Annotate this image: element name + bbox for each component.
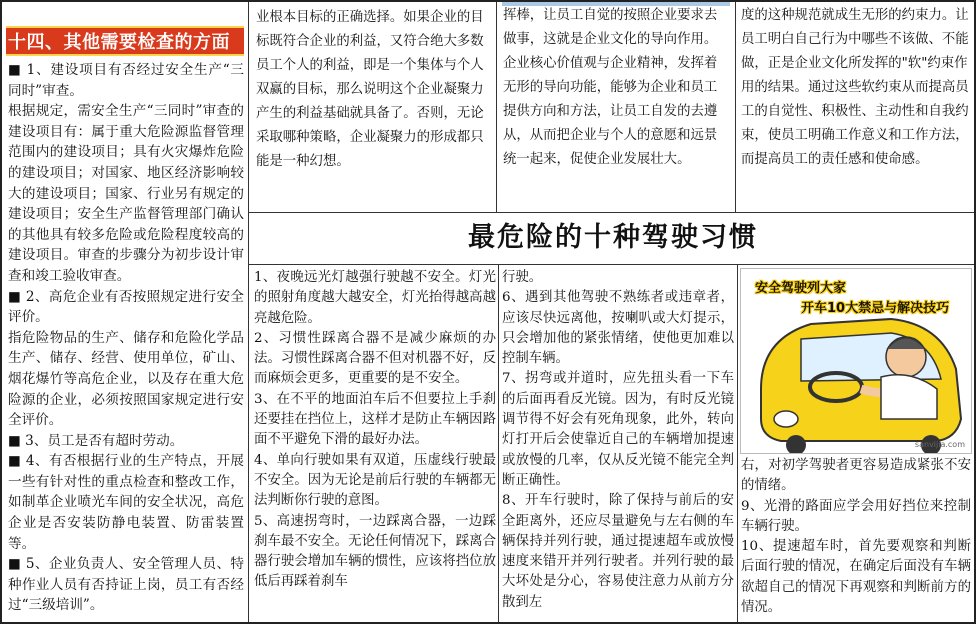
left-paragraph: 根据规定，需安全生产“三同时”审查的建设项目有：属于重大危险源监督管理范围内的建设项目；具有火灾爆炸危险的建设项目；对国家、地区经济影响较大的建设项目；国家、行业另有规定的建设项目；安全生产监督管理部门确认的其他具有较多危险或危险程度较高的建设项目。审查的步骤分为初步设计审查和竣工验收审查。: [8, 103, 244, 284]
driving-paragraph: 3、在不平的地面泊车后不但要拉上手刹还要挂在挡位上，这样才是防止车辆因路面不平避免下滑的最好办法。: [254, 391, 496, 448]
top-paragraph: 挥棒，让员工自觉的按照企业要求去做事，这就是企业文化的导向作用。企业核心价值观与企业精神，发挥着无形的导向功能，能够为企业和员工提供方向和方法，让员工自发的去遵从，从而把企业与个人的意愿和远景统一起来，促使企业发展壮大。: [503, 8, 718, 167]
column-divider: [735, 2, 736, 212]
driving-paragraph: 4、单向行驶如果有双道，压虚线行驶最不安全。因为无论是前后行驶的车辆都无法判断你行驶的意图。: [254, 452, 496, 509]
top-article-col-1: [252, 2, 492, 212]
driving-col-2: [502, 268, 734, 620]
column-divider: [496, 2, 497, 212]
driving-paragraph: 10、提速超车时，首先要观察和判断后面行驶的情况，在确定后面没有车辆欲超自己的情况下再观察和判断前方的情况。: [741, 539, 971, 616]
top-paragraph: 业根本目标的正确选择。如果企业的目标既符合企业的利益，又符合绝大多数员工个人的利益，即是一个集体与个人双赢的目标，那么说明这个企业凝聚力产生的利益基础就具备了。否则，无论采取哪种策略，企业凝聚力的形成都只能是一种幻想。: [256, 10, 484, 169]
section-title: 十四、其他需要检查的方面: [6, 26, 244, 56]
driving-paragraph: 8、开车行驶时，除了保持与前后的安全距离外，还应尽量避免与左右侧的车辆保持并列行驶，通过提速超车或放慢速度来错开并列行驶者。并列行驶的最大坏处是分心，容易使注意力从前方分散到左: [502, 493, 734, 610]
driving-col-1: [254, 268, 496, 620]
illustration-caption-2: 开车10大禁忌与解决技巧: [801, 301, 950, 316]
top-article-col-3: [739, 2, 973, 212]
driving-paragraph: 7、拐弯或并道时，应先扭头看一下车的后面再看反光镜。因为，有时反光镜调节得不好会有死角现象，此外，转向灯打开后会使靠近自己的车辆增加提速或放慢的几率，仅从反光镜不能完全判断正确性。: [502, 371, 734, 488]
left-paragraph: ■ 3、员工是否有超时劳动。: [8, 432, 184, 449]
left-paragraph: ■ 5、企业负责人、安全管理人员、特种作业人员有否持证上岗，员工有否经过“三级培训”。: [8, 556, 244, 614]
left-paragraph: 指危险物品的生产、储存和危险化学品生产、储存、经营、使用单位，矿山、烟花爆竹等高危企业，以及存在重大危险源的企业，必须按照国家规定进行安全评价。: [8, 329, 244, 429]
driving-paragraph: 行驶。: [502, 270, 543, 285]
top-article-col-2: [499, 2, 734, 212]
driving-paragraph: 右，对初学驾驶者更容易造成紧张不安的情绪。: [741, 458, 971, 494]
illustration-caption-1: 安全驾驶列大家: [755, 281, 847, 296]
driving-col-3: [741, 456, 971, 620]
row-divider: [248, 212, 974, 213]
driving-paragraph: 1、夜晚远光灯越强行驶越不安全。灯光的照射角度越大越安全，灯光抬得越高越亮越危险。: [254, 270, 496, 326]
left-paragraph: ■ 1、建设项目有否经过安全生产“三同时”审查。: [8, 62, 244, 99]
driving-paragraph: 9、光滑的路面应学会用好挡位来控制车辆行驶。: [741, 498, 971, 534]
illustration-watermark: sanvijia.com: [914, 440, 965, 449]
left-article-body: [8, 60, 244, 616]
column-divider: [248, 2, 249, 622]
top-paragraph: 度的这种规范就成生无形的约束力。让员工明白自己行为中哪些不该做、不能做，正是企业文化所发挥的"软"约束作用的结果。通过这些软约束从而提高员工的自觉性、积极性、主动性和自我约束，使员工明确工作意义和工作方法，而提高员工的责任感和使命感。: [741, 8, 969, 167]
article-headline: 最危险的十种驾驶习惯: [468, 222, 758, 253]
left-paragraph: ■ 4、有否根据行业的生产特点，开展一些有针对性的重点检查和整改工作，如制革企业喷光车间的安全状况，高危企业是否安装防静电装置、防雷装置等。: [8, 453, 244, 552]
left-paragraph: ■ 2、高危企业有否按照规定进行安全评价。: [8, 288, 244, 326]
driving-paragraph: 5、高速拐弯时，一边踩离合器，一边踩刹车最不安全。无论任何情况下，踩离合器行驶会增加车辆的惯性，应该将挡位放低后再踩着刹车: [254, 513, 496, 590]
column-divider: [498, 264, 499, 622]
car-illustration: [740, 268, 972, 454]
driving-paragraph: 6、遇到其他驾驶不熟练者或违章者，应该尽快远离他，按喇叭或大灯提示，只会增加他的紧张情绪，使他更加难以控制车辆。: [502, 290, 734, 367]
row-divider: [248, 264, 974, 265]
column-divider: [737, 264, 738, 622]
driving-paragraph: 2、习惯性踩离合器不是减少麻烦的办法。习惯性踩离合器不但对机器不好，反而麻烦会更多，更重要的是不安全。: [254, 330, 496, 387]
